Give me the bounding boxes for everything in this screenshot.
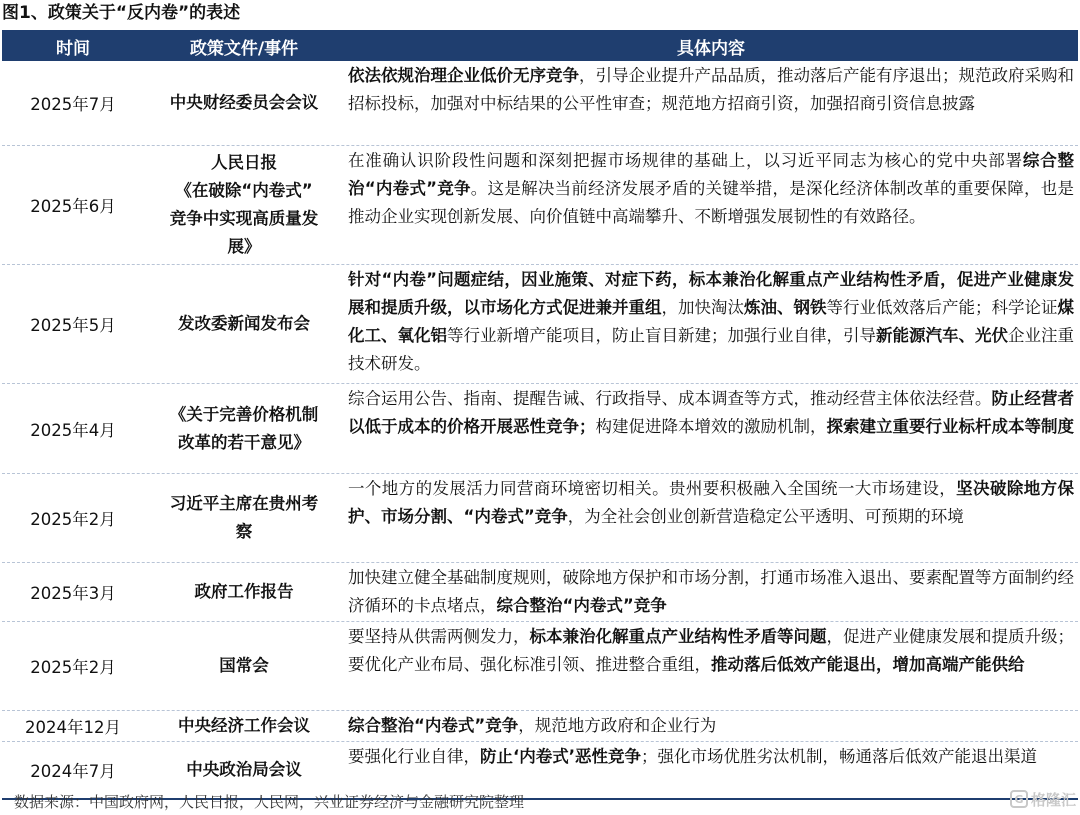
row-document-lines (186, 756, 302, 784)
row-content (344, 146, 1078, 264)
header-date: 时间 (56, 39, 90, 59)
row-document-line: 习近平主席在贵州考 (169, 494, 319, 513)
table-row (2, 741, 1078, 798)
content-text: 要强化行业自律， (348, 747, 480, 766)
content-text: 等行业新增产能项目，防止盲目新建；加强行业自律，引导 (447, 326, 876, 345)
row-document-line: 中央财经委员会会议 (169, 93, 319, 112)
row-document (144, 265, 344, 383)
content-text: ，引导企业提升产品品质，推动落后产能有序退出；规范政府采购和招标投标，加强对中标结果的公平性审查；规范地方招商引资，加强招商引资信息披露 (348, 66, 1074, 113)
table-row (2, 383, 1078, 473)
row-document-line: 《在破除“内卷式” (175, 181, 313, 200)
row-date: 2025年5月 (30, 316, 116, 335)
header-content: 具体内容 (677, 39, 745, 59)
content-text: 加快建立健全基础制度规则，破除地方保护和市场分割，打通市场准入退出、要素配置等方面制约经济循环的卡点堵点， (348, 568, 1074, 615)
row-document-line: 《关于完善价格机制 (169, 404, 319, 424)
content-text: 等行业低效落后产能；科学论证 (826, 298, 1058, 317)
row-document (144, 146, 344, 264)
table-row (2, 710, 1078, 741)
row-content (344, 265, 1078, 383)
policy-table (2, 30, 1078, 800)
header-document: 政策文件/事件 (189, 39, 299, 59)
table-row (2, 264, 1078, 383)
content-emphasis: 针对“内卷”问题症结，因业施策、对症下药，标本兼治化解重点产业结构性矛盾，促进产业健康发展和提质升级，以市场化方式促进兼并重组 (348, 270, 1074, 317)
watermark (1010, 787, 1076, 811)
table-row (2, 145, 1078, 264)
content-emphasis: 综合整治“内卷式”竞争 (348, 716, 519, 735)
row-document-line: 发改委新闻发布会 (178, 314, 310, 333)
content-text: ；强化市场优胜劣汰机制，畅通落后低效产能退出渠道 (641, 747, 1038, 766)
content-text: 在准确认识阶段性问题和深刻把握市场规律的基础上，以习近平同志为核心的党中央部署 (348, 151, 1023, 170)
content-emphasis: 标本兼治化解重点产业结构性矛盾等问题 (529, 627, 827, 646)
content-emphasis: 煤化工、氧化铝 (348, 298, 1074, 345)
row-document-line: 改革的若干意见》 (178, 432, 310, 452)
content-text: ，加快淘汰 (661, 298, 744, 317)
row-date: 2025年7月 (30, 95, 116, 114)
content-text: 一个地方的发展活力同营商环境密切相关。贵州要积极融入全国统一大市场建设， (348, 479, 957, 498)
row-date: 2024年12月 (25, 718, 121, 737)
row-document (144, 622, 344, 710)
row-content (344, 622, 1078, 710)
row-document-lines (170, 401, 319, 457)
row-document-line: 国常会 (219, 656, 269, 675)
row-date: 2025年3月 (30, 584, 116, 603)
row-content (344, 563, 1078, 621)
row-content (344, 742, 1078, 798)
row-document-line: 察 (235, 522, 253, 541)
row-document-line: 人民日报 (211, 153, 277, 172)
row-document-line: 竞争中实现高质量发 (169, 209, 319, 228)
row-document-line: 展》 (227, 237, 261, 256)
row-document (144, 384, 344, 473)
content-text: 构建促进降本增效的激励机制， (595, 417, 827, 436)
content-emphasis: 防止经营者以低于成本的价格开展恶性竞争； (348, 389, 1074, 436)
row-date: 2025年6月 (30, 197, 116, 216)
row-document (144, 474, 344, 562)
row-content (344, 384, 1078, 473)
gelonghui-logo-icon: G (1010, 790, 1028, 808)
row-document-lines (219, 652, 269, 680)
row-document-line: 政府工作报告 (194, 582, 294, 601)
figure-title: 图1、政策关于“反内卷”的表述 (2, 3, 241, 23)
row-document (144, 563, 344, 621)
table-header (2, 32, 1078, 61)
table-row (2, 562, 1078, 621)
content-text: ，为全社会创业创新营造稳定公平透明、可预期的环境 (567, 507, 964, 526)
row-date: 2024年7月 (30, 762, 116, 781)
row-document-lines (178, 310, 310, 338)
row-document-lines (195, 578, 294, 606)
row-document-lines (170, 89, 319, 117)
content-emphasis: 综合整治“内卷式”竞争 (348, 151, 1075, 198)
content-emphasis: 探索建立重要行业标杆成本等制度 (826, 417, 1074, 436)
content-text: 企业注重技术研发。 (348, 326, 1074, 373)
content-text: ，规范地方政府和企业行为 (518, 716, 717, 735)
content-text: 。这是解决当前经济发展矛盾的关键举措，是深化经济体制改革的重要保障，也是推动企业实现创新发展、向价值链中高端攀升、不断增强发展韧性的有效路径。 (348, 179, 1074, 226)
content-text: ，促进产业健康发展和提质升级；要优化产业布局、强化标准引领、推进整合重组， (348, 627, 1074, 674)
content-emphasis: 综合整治“内卷式”竞争 (496, 596, 667, 615)
row-content (344, 474, 1078, 562)
row-document (144, 711, 344, 741)
table-row (2, 61, 1078, 145)
row-document-line: 中央政治局会议 (186, 760, 302, 779)
row-document-line: 中央经济工作会议 (178, 716, 310, 735)
row-document (144, 61, 344, 145)
row-date: 2025年2月 (30, 658, 116, 677)
content-text: 要坚持从供需两侧发力， (348, 627, 530, 646)
row-document-lines (170, 149, 319, 261)
row-date: 2025年2月 (30, 510, 116, 529)
row-date: 2025年4月 (30, 420, 116, 440)
table-row (2, 621, 1078, 710)
content-emphasis: 依法依规治理企业低价无序竞争 (348, 66, 579, 85)
row-document-lines (178, 712, 310, 740)
data-source-note: 数据来源：中国政府网，人民日报，人民网，兴业证券经济与金融研究院整理 (14, 793, 525, 811)
row-content (344, 711, 1078, 741)
content-emphasis: 新能源汽车、光伏 (876, 326, 1008, 345)
content-emphasis: 坚决破除地方保护、市场分割、“内卷式”竞争 (348, 479, 1075, 526)
content-emphasis: 防止‘内卷式’恶性竞争 (480, 747, 642, 766)
content-emphasis: 炼油、钢铁 (744, 298, 827, 317)
table-body (2, 61, 1078, 798)
watermark-text: 格隆汇 (1030, 790, 1076, 809)
row-document-lines (170, 490, 319, 546)
content-emphasis: 推动落后低效产能退出，增加高端产能供给 (711, 655, 1025, 674)
table-row (2, 473, 1078, 562)
row-document (144, 742, 344, 798)
row-content (344, 61, 1078, 145)
content-text: 综合运用公告、指南、提醒告诫、行政指导、成本调查等方式，推动经营主体依法经营。 (348, 389, 992, 408)
